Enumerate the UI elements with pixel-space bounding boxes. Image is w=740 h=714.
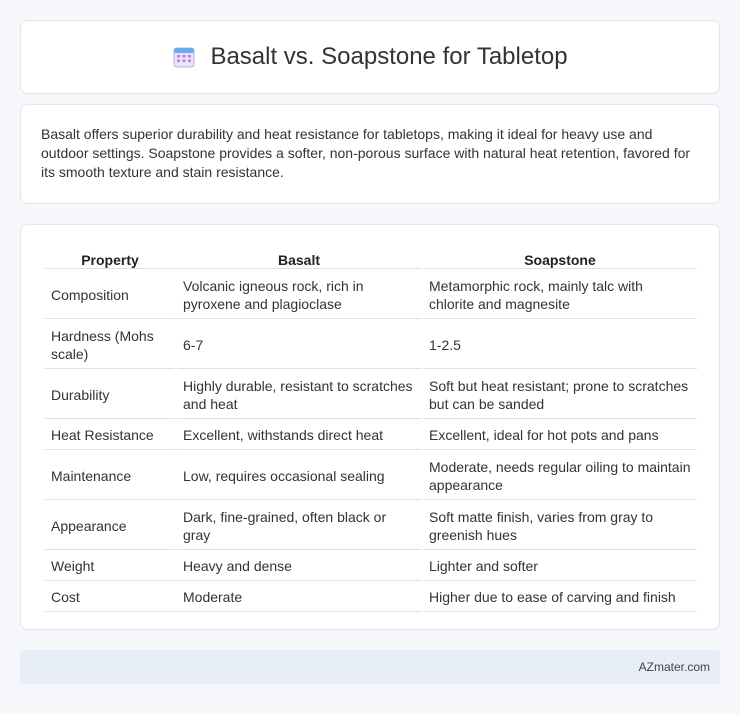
basalt-cell: Highly durable, resistant to scratches and heat <box>177 371 421 419</box>
basalt-cell: 6-7 <box>177 321 421 369</box>
page-title: Basalt vs. Soapstone for Tabletop <box>210 43 568 70</box>
property-cell: Appearance <box>45 502 175 550</box>
calendar-icon <box>172 45 196 69</box>
table-row <box>45 452 697 500</box>
property-cell: Composition <box>45 271 175 319</box>
footer-bar <box>20 650 720 684</box>
table-row <box>45 502 697 550</box>
table-header-row <box>45 247 697 269</box>
soapstone-cell: Soft but heat resistant; prone to scratches but can be sanded <box>423 371 697 419</box>
comparison-table <box>43 245 699 614</box>
basalt-cell: Excellent, withstands direct heat <box>177 421 421 450</box>
basalt-cell: Low, requires occasional sealing <box>177 452 421 500</box>
soapstone-cell: Soft matte finish, varies from gray to greenish hues <box>423 502 697 550</box>
property-cell: Heat Resistance <box>45 421 175 450</box>
table-row <box>45 583 697 612</box>
basalt-cell: Dark, fine-grained, often black or gray <box>177 502 421 550</box>
table-row <box>45 421 697 450</box>
table-row <box>45 271 697 319</box>
table-row <box>45 371 697 419</box>
basalt-cell: Volcanic igneous rock, rich in pyroxene and plagioclase <box>177 271 421 319</box>
property-cell: Maintenance <box>45 452 175 500</box>
summary-card <box>20 104 720 204</box>
soapstone-cell: Higher due to ease of carving and finish <box>423 583 697 612</box>
table-row <box>45 552 697 581</box>
soapstone-cell: 1-2.5 <box>423 321 697 369</box>
basalt-cell: Heavy and dense <box>177 552 421 581</box>
property-cell: Weight <box>45 552 175 581</box>
footer-brand: AZmater.com <box>638 660 710 674</box>
soapstone-cell: Excellent, ideal for hot pots and pans <box>423 421 697 450</box>
property-cell: Hardness (Mohs scale) <box>45 321 175 369</box>
property-cell: Durability <box>45 371 175 419</box>
basalt-cell: Moderate <box>177 583 421 612</box>
soapstone-cell: Moderate, needs regular oiling to maintain appearance <box>423 452 697 500</box>
soapstone-cell: Lighter and softer <box>423 552 697 581</box>
header-property: Property <box>45 247 175 269</box>
table-row <box>45 321 697 369</box>
soapstone-cell: Metamorphic rock, mainly talc with chlorite and magnesite <box>423 271 697 319</box>
comparison-table-card <box>20 224 720 630</box>
header-soapstone: Soapstone <box>423 247 697 269</box>
property-cell: Cost <box>45 583 175 612</box>
header-card <box>20 20 720 94</box>
header-basalt: Basalt <box>177 247 421 269</box>
summary-text: Basalt offers superior durability and heat resistance for tabletops, making it ideal for heavy use and outdoor settings. Soapstone provides a softer, non-porous surface with natural heat retention, favored for its smooth texture and stain resistance. <box>41 126 691 180</box>
